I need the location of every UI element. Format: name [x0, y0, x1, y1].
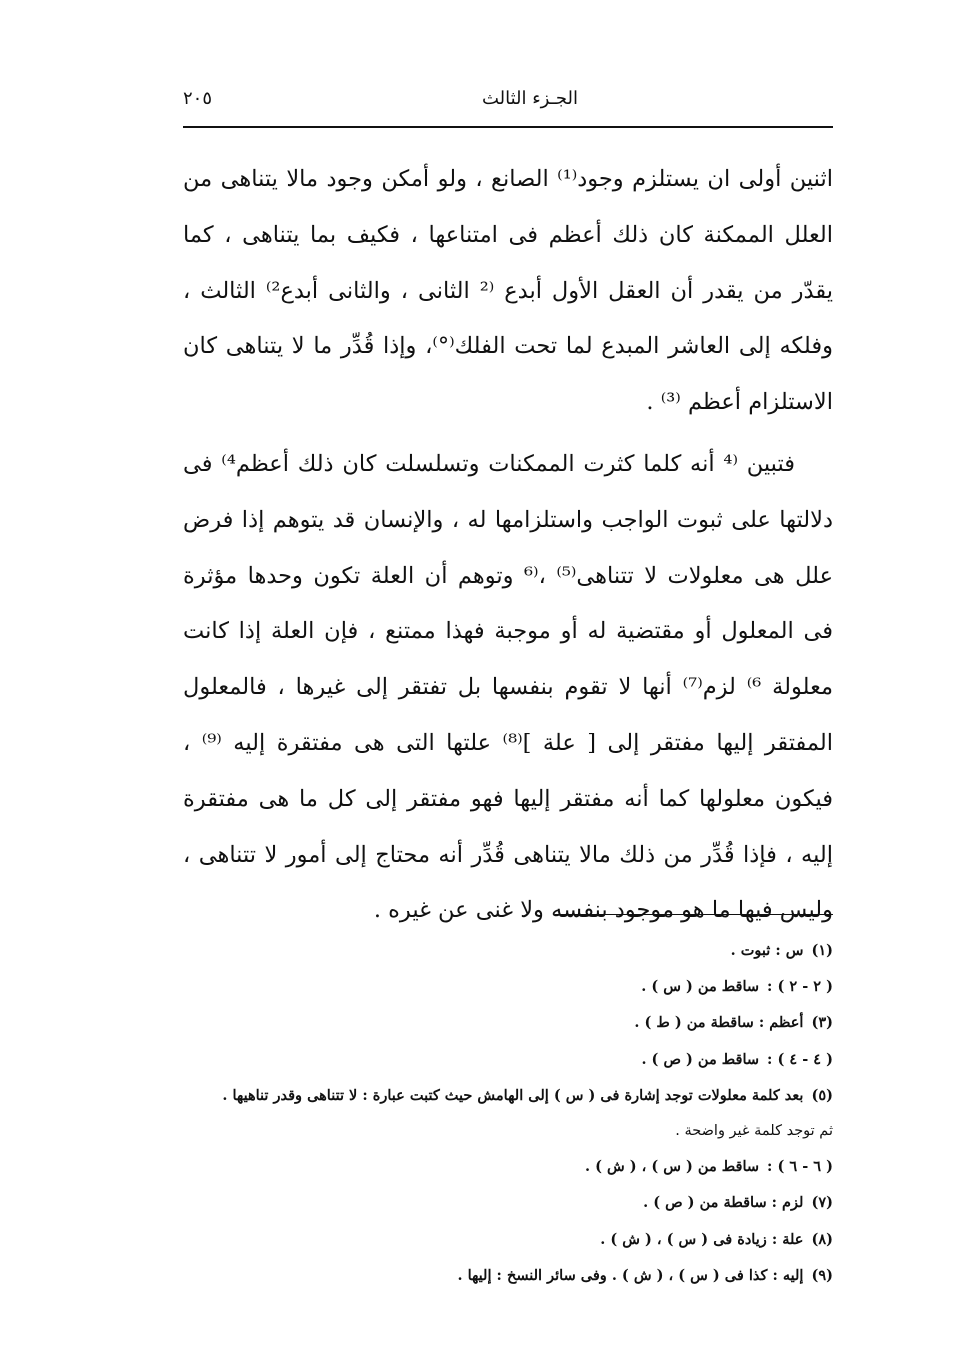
footnote-text: لزم : ساقطة من ( ص ) . [643, 1194, 804, 1212]
text-line: المعلول أو مقتضية له أو موجبة فهذا ممتنع ، فإن العلة إذا كانت معلولة ⁶⁾ [183, 618, 833, 701]
text-line: علل هى معلولات لا تتناهى⁽⁵⁾ ،⁽⁶ وتوهم أن العلة تكون وحدها مؤثرة فى [183, 562, 833, 645]
footnote-number: (٨) [811, 1230, 833, 1248]
text-line: دلالتها على ثبوت الواجب واستلزامها له ، والإنسان قد يتوهم إذا فرض [183, 506, 833, 533]
text-line: إلى [ علة ]⁽⁸⁾ علتها التى هى مفتقرة إليه ⁽⁹⁾ ، فيكون معلولها كما أنه مفتقر [183, 729, 834, 812]
text-line: إلى العاشر المبدع لما تحت الفلك⁽°⁾، وإذا قُدِّر ما لا يتناهى كان الاستلزام [183, 333, 833, 416]
footnote-text: إليه : كذا فى ( س ) ، ( ش ) . وفى سائر النسخ : إليها . [457, 1266, 804, 1284]
footnote-separator [555, 914, 833, 915]
footnote-text: ثم توجد كلمة غير واضحة . [675, 1123, 833, 1140]
running-header [183, 82, 833, 118]
paragraph-2 [183, 437, 833, 939]
text-line: اثنين أولى ان يستلزم وجود⁽¹⁾ الصانع ، ولو أمكن وجود مالا يتناهى من [183, 166, 833, 192]
paragraph-1 [183, 152, 833, 431]
footnote-text: س : ثبوت . [730, 942, 804, 959]
footnote-number: ( ٦ - ٦ ) : [767, 1158, 833, 1176]
footnote-number: (١) [811, 942, 833, 959]
footnote-number: (٥) [811, 1086, 833, 1104]
header-rule [183, 126, 833, 128]
text-line: أعظم ⁽³⁾ . [646, 389, 742, 416]
footnote-item [150, 1258, 833, 1294]
text-line: عن غيره . [373, 897, 469, 924]
footnote-continuation [150, 1114, 833, 1149]
footnote-item [150, 933, 833, 969]
footnote-text: أعظم : ساقطة من ( ط ) . [634, 1014, 804, 1032]
footnote-number: (٧) [811, 1194, 833, 1212]
footnote-text: بعد كلمة معلولات توجد إشارة فى ( س ) إلى الهامش حيث كتبت عبارة : لا تتناهى وقدر تناهيها . [222, 1086, 804, 1104]
main-text [183, 152, 833, 939]
text-line: لزم⁽⁷⁾ أنها لا تقوم بنفسها بل تفتقر إلى غيرها ، فالمعلول المفتقر إليها مفتقر [183, 674, 833, 756]
footnote-item [150, 969, 833, 1005]
page-number: ٢٠٥ [183, 88, 213, 109]
footnote-number: ( ٤ - ٤ ) : [767, 1050, 833, 1068]
footnote-item [150, 1005, 833, 1041]
text-line: العلل الممكنة كان ذلك أعظم فى امتناعها ، فكيف بما يتناهى ، كما يقدّر [183, 221, 833, 304]
footnote-item [150, 1185, 833, 1221]
running-title: الجـزء الثالث [481, 88, 578, 109]
text-line: إليها فهو مفتقر إلى كل ما هى مفتقرة إليه ، فإذا قُدِّر من ذلك مالا يتناهى [183, 785, 834, 868]
footnote-text: ساقط من ( ص ) . [641, 1050, 760, 1068]
footnote-text: ساقط من ( س ) ، ( ش ) . [584, 1158, 760, 1176]
footnote-item [150, 1222, 833, 1258]
footnote-number: ( ٢ - ٢ ) : [767, 978, 833, 996]
text-line: فتبين ⁽⁴ أنه كلما كثرت الممكنات وتسلسلت كان ذلك أعظم⁴⁾ فى [183, 450, 795, 477]
text-line: من يقدر أن العقل الأول أبدع ⁽² الثانى ، والثانى أبدع²⁾ الثالث ، وفلكه [183, 277, 833, 360]
footnote-item [150, 1078, 833, 1114]
footnote-text: علة : زيادة فى ( س ) ، ( ش ) . [600, 1230, 804, 1248]
footnote-number: (٣) [811, 1014, 833, 1032]
footnotes [150, 933, 833, 1294]
footnote-item [150, 1149, 833, 1185]
text-line: قُدِّر أنه محتاج إلى أمور لا تتناهى ، وليس فيها ما هو موجود بنفسه ولا غنى [183, 841, 833, 924]
footnote-item [150, 1042, 833, 1078]
footnote-number: (٩) [811, 1266, 833, 1284]
footnote-text: ساقط من ( س ) . [641, 978, 760, 996]
